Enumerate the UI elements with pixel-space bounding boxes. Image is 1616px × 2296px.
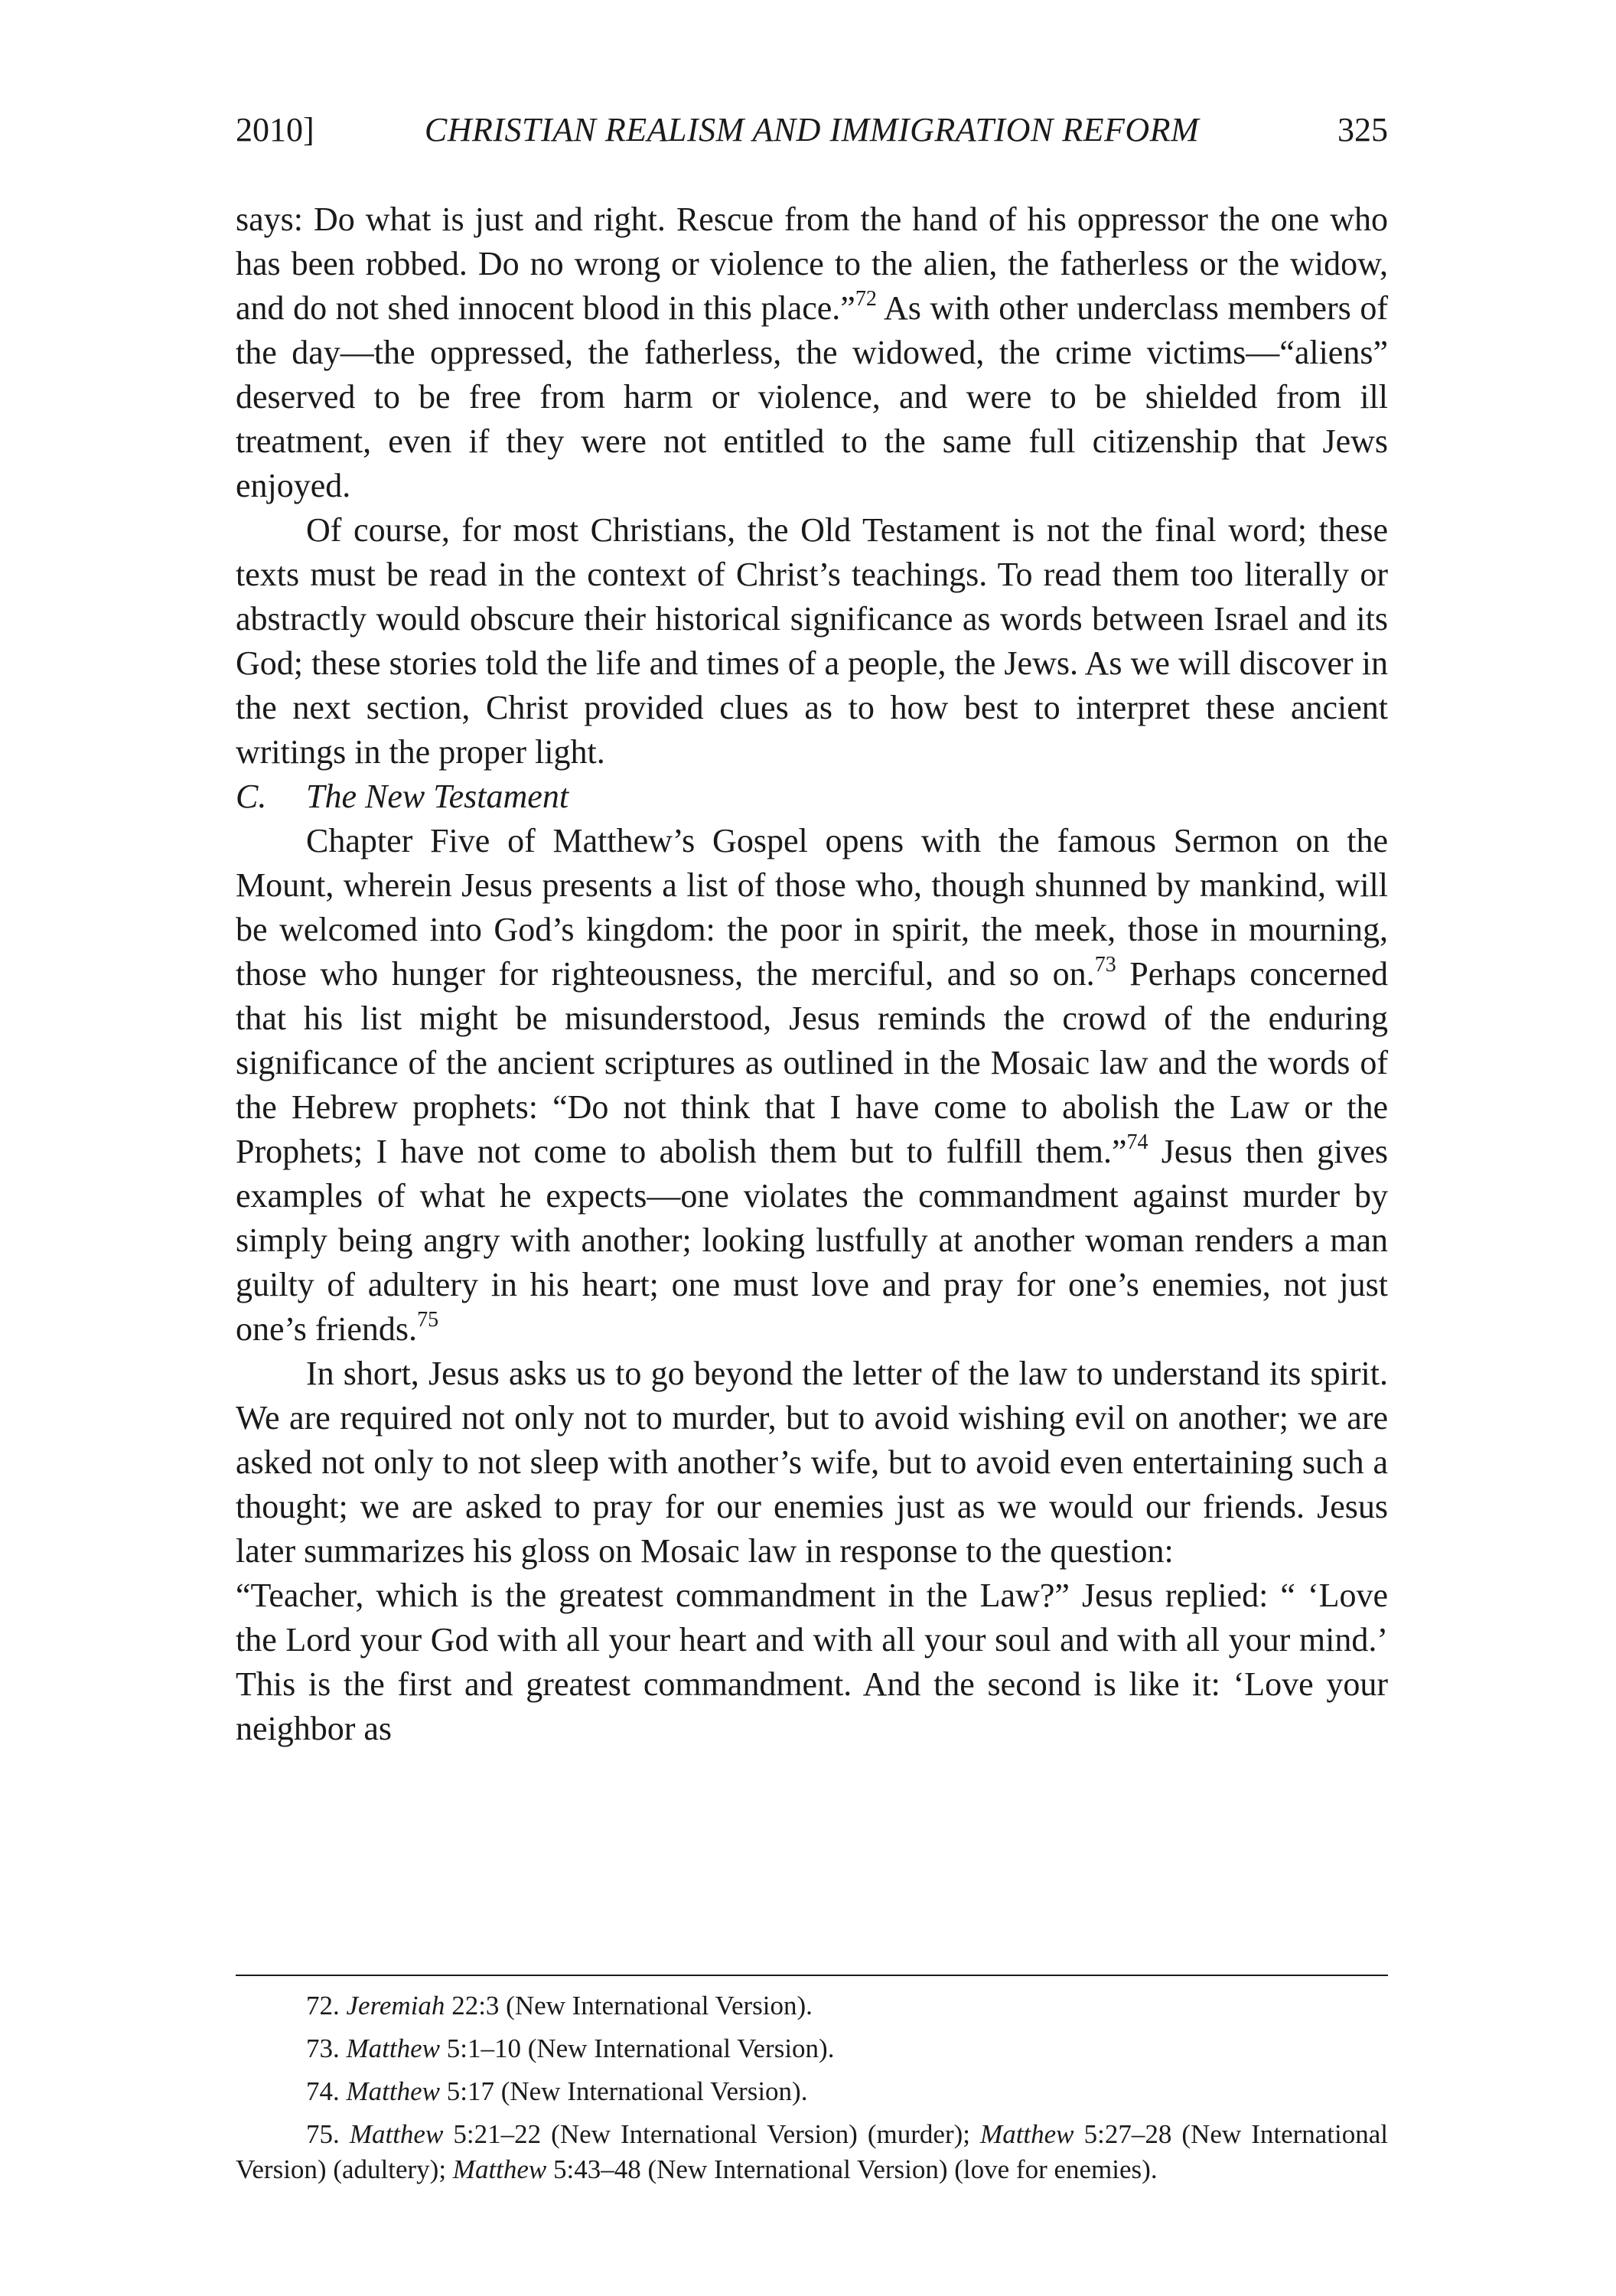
footnote-source: Matthew [346,2033,440,2063]
footnote-74 [236,2074,1388,2109]
footnote-rule [236,1975,1388,1976]
body-text [236,197,1388,1751]
footnote-source-2: Matthew [980,2119,1074,2149]
footnote-text: 5:21–22 (New International Version) (murder); [443,2119,981,2149]
footnote-ref-73: 73 [1094,953,1116,977]
footnote-ref-75: 75 [417,1308,439,1332]
header-year: 2010] [236,111,314,148]
footnote-text: 5:1–10 (New International Version). [439,2033,835,2063]
footnote-ref-72: 72 [855,287,877,311]
paragraph-1-text-a: says: Do what is just and right. Rescue from the hand of his oppressor the one who has been robbed. Do no wrong or violence to the alien, the fatherless or the widow, and do not shed innocent blood in this place.” [236,201,1388,327]
footnote-number: 72. [306,1991,340,2020]
footnotes [236,1988,1388,2187]
footnote-source: Jeremiah [346,1991,445,2020]
footnote-source: Matthew [349,2119,444,2149]
paragraph-3-text-c: Jesus then gives examples of what he expects—one violates the commandment against murder by simply being angry with another; looking lustfully at another woman renders a man guilty of adultery in his heart; one must love and pray for one’s enemies, not just one’s friends. [236,1133,1388,1348]
paragraph-2: Of course, for most Christians, the Old Testament is not the final word; these texts must be read in the context of Christ’s teachings. To read them too literally or abstractly would obscure their historical significance as words between Israel and its God; these stories told the life and times of a people, the Jews. As we will discover in the next section, Christ provided clues as to how best to interpret these ancient writings in the proper light. [236,511,1388,771]
footnote-text: 5:17 (New International Version). [439,2076,808,2106]
footnote-number: 75. [306,2119,340,2149]
paragraph-3 [236,819,1388,1352]
footnote-ref-74: 74 [1126,1130,1148,1154]
footnote-number: 74. [306,2076,340,2106]
paragraph-4: In short, Jesus asks us to go beyond the letter of the law to understand its spirit. We are required not only not to murder, but to avoid wishing evil on another; we are asked not only to not sleep with another’s wife, but to avoid even entertaining such a thought; we are asked to pray for our enemies just as we would our friends. Jesus later summarizes his gloss on Mosaic law in response to the question: [236,1355,1388,1570]
footnote-75 [236,2117,1388,2187]
section-letter: C. [236,778,267,815]
footnote-text-2: 5:27–28 (New International Version) (adultery); [236,2119,1389,2184]
paragraph-1-text-b: As with other underclass members of the day—the oppressed, the fatherless, the widowed, the crime victims—“aliens” deserved to be free from harm or violence, and were to be shielded from ill treatment, even if they were not entitled to the same full citizenship that Jews enjoyed. [236,289,1389,504]
block-quote: “Teacher, which is the greatest commandment in the Law?” Jesus replied: “ ‘Love the Lord your God with all your heart and with all your soul and with all your mind.’ This is the first and greatest commandment. And the second is like it: ‘Love your neighbor as [236,1577,1388,1747]
footnote-72 [236,1988,1388,2024]
page-number: 325 [1337,111,1388,148]
running-header [236,110,1388,156]
footnote-number: 73. [306,2033,340,2063]
footnote-source: Matthew [346,2076,440,2106]
section-title: The New Testament [306,778,569,815]
paragraph-3-text-b: Perhaps concerned that his list might be misunderstood, Jesus reminds the crowd of the enduring significance of the ancient scriptures as outlined in the Mosaic law and the words of the Hebrew prophets: “Do not think that I have come to abolish the Law or the Prophets; I have not come to abolish them but to fulfill them.” [236,955,1388,1170]
paragraph-3-text-a: Chapter Five of Matthew’s Gospel opens with the famous Sermon on the Mount, wherein Jesus presents a list of those who, though shunned by mankind, will be welcomed into God’s kingdom: the poor in spirit, the meek, those in mourning, those who hunger for righteousness, the merciful, and so on. [236,822,1388,993]
paragraph-1 [236,197,1388,508]
footnote-source-3: Matthew [452,2154,547,2184]
footnote-text: 22:3 (New International Version). [445,1991,813,2020]
section-heading [236,775,1388,819]
footnote-73 [236,2031,1388,2066]
footnote-text-3: 5:43–48 (New International Version) (love for enemies). [546,2154,1158,2184]
header-title: CHRISTIAN REALISM AND IMMIGRATION REFORM [424,111,1200,148]
